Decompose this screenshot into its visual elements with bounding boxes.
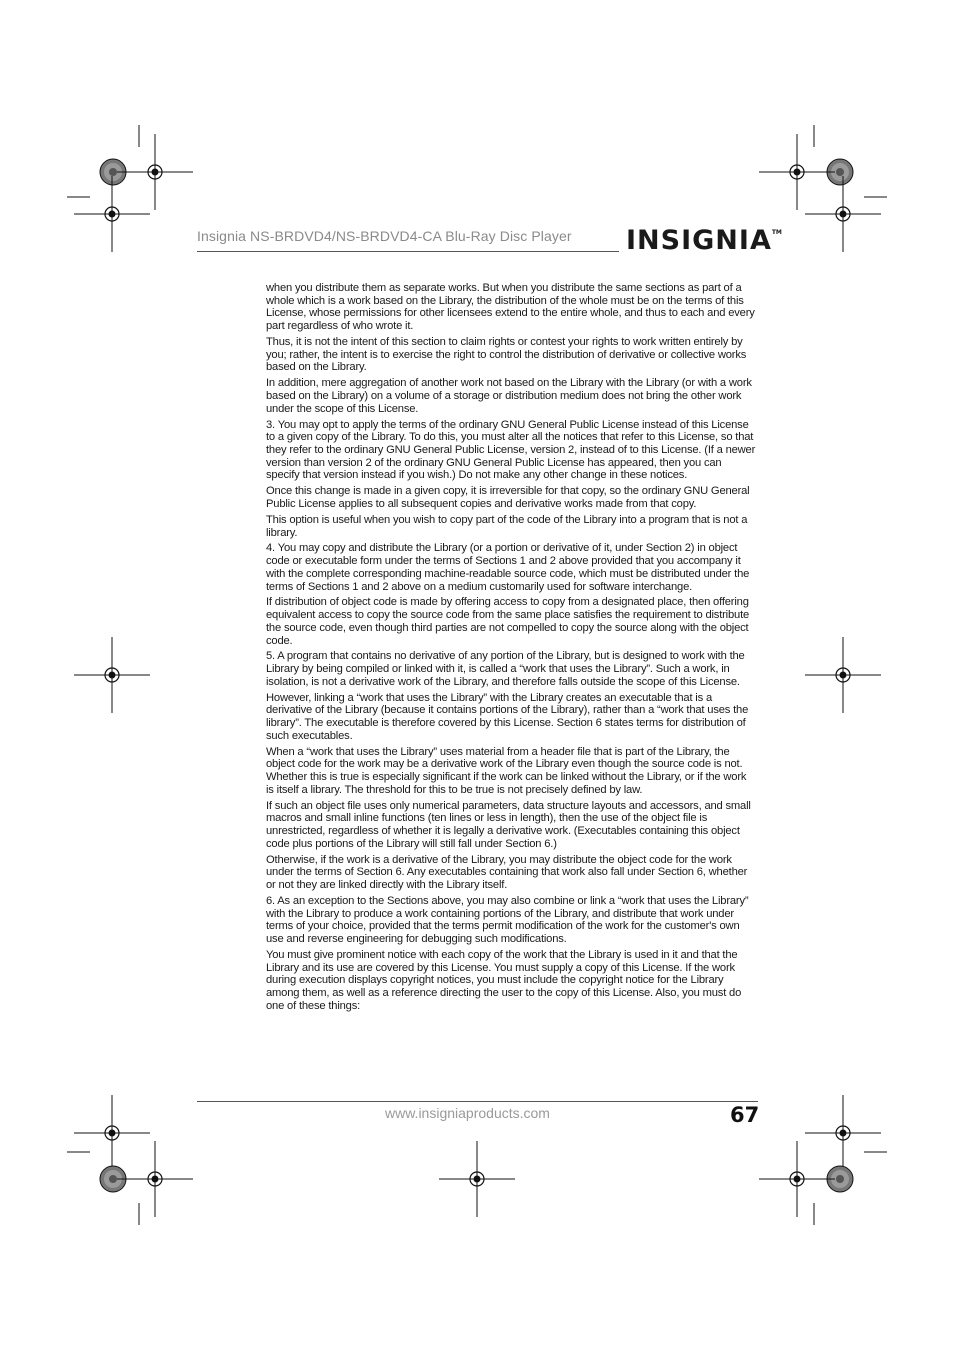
paragraph: If distribution of object code is made by offering access to copy from a designated place, then offering equivalent access to copy the source code from the same place satisfies the requirement to distribute the source code, even though third parties are not compelled to copy the source along with the object code. <box>266 596 750 647</box>
paragraph: However, linking a “work that uses the Library” with the Library creates an executable that is a derivative of the Library (because it contains portions of the Library), rather than a “work that uses the library”. The executable is therefore covered by this License. Section 6 states terms for distribution of such executables. <box>266 691 749 742</box>
paragraph: Once this change is made in a given copy, it is irreversible for that copy, so the ordinary GNU General Public License applies to all subsequent copies and derivative works made from that copy. <box>266 485 750 510</box>
page-number: 67 <box>730 1103 760 1127</box>
logo-text: INSIGNIA <box>626 225 772 256</box>
paragraph: 3. You may opt to apply the terms of the ordinary GNU General Public License instead of this License to a given copy of the Library. To do this, you must alter all the notices that refer to this License, so that they refer to the ordinary GNU General Public License, version 2, instead of to this License. (If a newer version than version 2 of the ordinary GNU General Public License has appeared, then you can specify that version instead if you wish.) Do not make any other change in these notices. <box>266 418 756 482</box>
body-text <box>266 282 756 1016</box>
paragraph: 4. You may copy and distribute the Library (or a portion or derivative of it, under Section 2) in object code or executable form under the terms of Sections 1 and 2 above provided that you accompany it with the complete corresponding machine-readable source code, which must be distributed under the terms of Sections 1 and 2 above on a medium customarily used for software interchange. <box>266 542 750 593</box>
paragraph: If such an object file uses only numerical parameters, data structure layouts and accessors, and small macros and small inline functions (ten lines or less in length), then the use of the object file is unrestricted, regardless of whether it is legally a derivative work. (Executables containing this object code plus portions of the Library will still fall under Section 6.) <box>266 799 751 850</box>
paragraph: 6. As an exception to the Sections above, you may also combine or link a “work that uses the Library” with the Library to produce a work containing portions of the Library, and distribute that work under terms of your choice, provided that the terms permit modification of the work for the customer's own use and reverse engineering for debugging such modifications. <box>266 895 749 946</box>
paragraph: Thus, it is not the intent of this section to claim rights or contest your rights to work written entirely by you; rather, the intent is to exercise the right to control the distribution of derivative or collective works based on the Library. <box>266 336 747 374</box>
paragraph: when you distribute them as separate works. But when you distribute the same sections as part of a whole which is a work based on the Library, the distribution of the whole must be on the terms of this License, whose permissions for other licensees extend to the entire whole, and thus to each and every part regardless of who wrote it. <box>266 282 755 333</box>
insignia-logo <box>626 225 782 259</box>
footer-rule <box>197 1101 758 1102</box>
paragraph: Otherwise, if the work is a derivative of the Library, you may distribute the object code for the work under the terms of Section 6. Any executables containing that work also fall under Section 6, whether or not they are linked directly with the Library itself. <box>266 853 748 892</box>
paragraph: In addition, mere aggregation of another work not based on the Library with the Library (or with a work based on the Library) on a volume of a storage or distribution medium does not bring the other work under the scope of this License. <box>266 377 752 415</box>
footer-url: www.insigniaproducts.com <box>385 1105 550 1121</box>
paragraph: When a “work that uses the Library” uses material from a header file that is part of the Library, the object code for the work may be a derivative work of the Library even though the source code is not. Whether this is true is especially significant if the work can be linked without the Library, or if the work is itself a library. The threshold for this to be true is not precisely defined by law. <box>266 745 747 796</box>
paragraph: This option is useful when you wish to copy part of the code of the Library into a program that is not a library. <box>266 513 748 539</box>
paragraph: 5. A program that contains no derivative of any portion of the Library, but is designed to work with the Library by being compiled or linked with it, is called a “work that uses the Library”. Such a work, in isolation, is not a derivative work of the Library, and therefore falls outside the scope of this License. <box>266 650 745 688</box>
header-title: Insignia NS-BRDVD4/NS-BRDVD4-CA Blu-Ray Disc Player <box>197 228 572 244</box>
logo-tm: TM <box>771 229 782 236</box>
header-rule <box>197 251 619 252</box>
paragraph: You must give prominent notice with each copy of the work that the Library is used in it and that the Library and its use are covered by this License. You must supply a copy of this License. If the work during execution displays copyright notices, you must include the copyright notice for the Library among them, as well as a reference directing the user to the copy of this License. Also, you must do one of these things: <box>266 949 742 1012</box>
